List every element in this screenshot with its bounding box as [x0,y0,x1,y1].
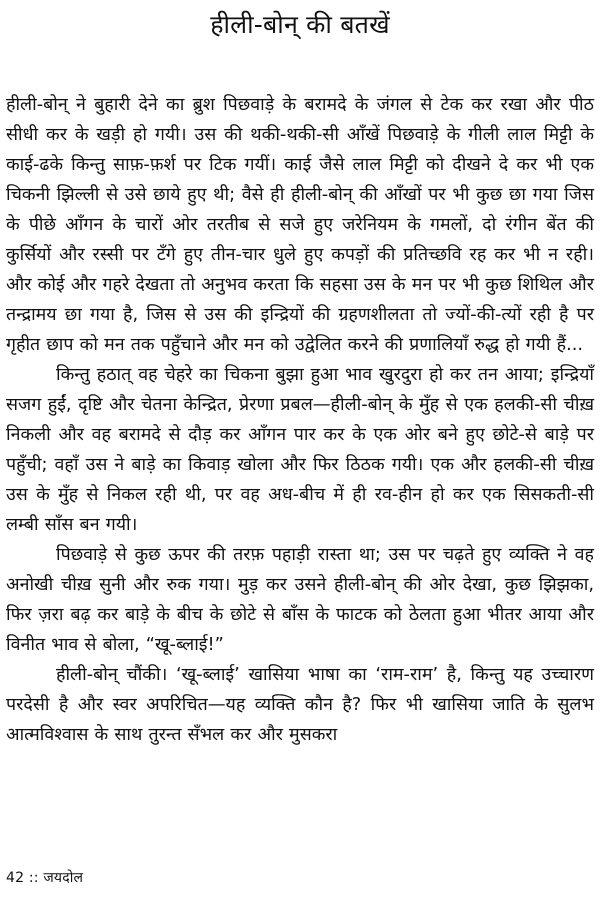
paragraph-4: हीली-बोन् चौंकी। ‘खू-ब्लाई’ खासिया भाषा का ‘राम-राम’ है, किन्तु यह उच्चारण परदेसी है और स्वर अपरिचित—यह व्यक्ति कौन है? फिर भी खासिया जाति के सुलभ आत्मविश्वास के साथ तुरन्त सँभल कर और मुसकरा [6,664,594,745]
page-footer: 42 :: जयदोल [6,870,84,886]
chapter-title: हीली-बोन् की बतखें [210,10,390,39]
body-text [6,90,594,750]
book-page [0,8,600,909]
paragraph-3: पिछवाड़े से कुछ ऊपर की तरफ़ पहाड़ी रास्ता था; उस पर चढ़ते हुए व्यक्ति ने वह अनोखी चीख़ सुनी और रुक गया। मुड़ कर उसने हीली-बोन् की ओर देखा, कुछ झिझका, फिर ज़रा बढ़ कर बाड़े के बीच के छोटे से बाँस के फाटक को ठेलता हुआ भीतर आया और विनीत भाव से बोला, “खू-ब्लाई!” [6,544,594,655]
paragraph-2: किन्तु हठात् वह चेहरे का चिकना बुझा हुआ भाव खुरदुरा हो कर तन आया; इन्द्रियाँ सजग हुईं, दृष्टि और चेतना केन्द्रित, प्रेरणा प्रबल—हीली-बोन् के मुँह से एक हलकी-सी चीख़ निकली और वह बरामदे से दौड़ कर आँगन पार कर के एक ओर बने हुए छोटे-से बाड़े पर पहुँची; वहाँ उस ने बाड़े का किवाड़ खोला और फिर ठिठक गयी। एक और हलकी-सी चीख़ उस के मुँह से निकल रही थी, पर वह अध-बीच में ही रव-हीन हो कर एक सिसकती-सी लम्बी साँस बन गयी। [6,364,594,535]
paragraph-1: हीली-बोन् ने बुहारी देने का ब्रुश पिछवाड़े के बरामदे के जंगल से टेक कर रखा और पीठ सीधी कर के खड़ी हो गयी। उस की थकी-थकी-सी आँखें पिछवाड़े के गीली लाल मिट्टी के काई-ढके किन्तु साफ़-फ़र्श पर टिक गयीं। काई जैसे लाल मिट्टी को दीखने दे कर भी एक चिकनी झिल्ली से उसे छाये हुए थी; वैसे ही हीली-बोन् की आँखों पर भी कुछ छा गया जिस के पीछे आँगन के चारों ओर तरतीब से सजे हुए जरेनियम के गमलों, दो रंगीन बेंत की कुर्सियों और रस्सी पर टँगे हुए तीन-चार धुले हुए कपड़ों की प्रतिच्छवि रह कर भी न रही। और कोई और गहरे देखता तो अनुभव करता कि सहसा उस के मन पर भी कुछ शिथिल और तन्द्रामय छा गया है, जिस से उस की इन्द्रियों की ग्रहणशीलता तो ज्यों-की-त्यों रही है पर गृहीत छाप को मन तक पहुँचाने और मन को उद्वेलित करने की प्रणालियाँ रुद्ध हो गयी हैं... [6,94,594,355]
